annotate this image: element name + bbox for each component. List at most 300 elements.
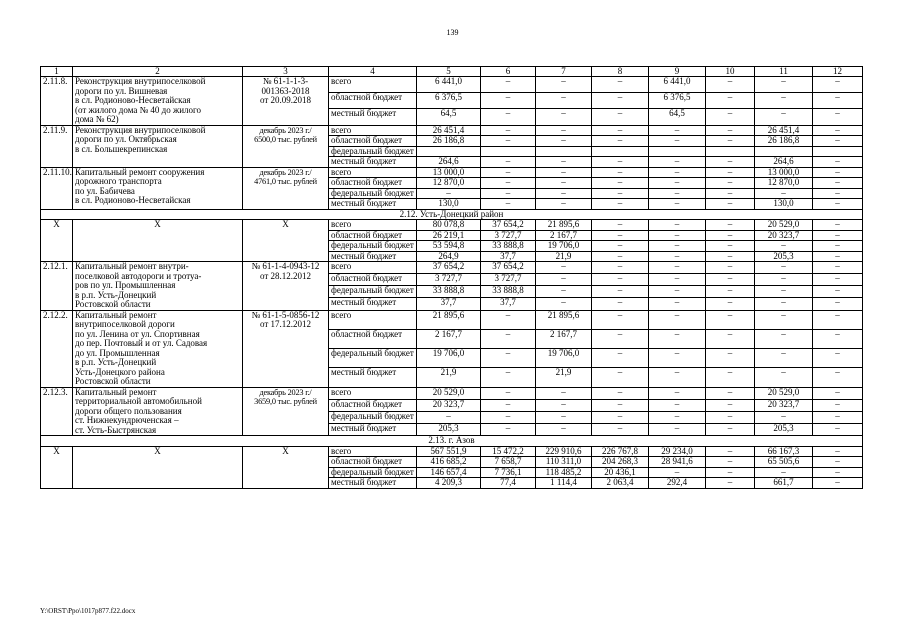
document-line: X <box>282 219 289 229</box>
description-line: внутрипоселковой дороги <box>75 319 175 329</box>
amount-cell: – <box>649 230 706 241</box>
amount-cell: 20 323,7 <box>755 230 813 241</box>
amount-cell: 3 727,7 <box>481 274 536 286</box>
amount-cell <box>649 146 706 157</box>
amount-cell: – <box>649 423 706 435</box>
funding-source: всего <box>329 446 417 457</box>
description-line: Ростовской области <box>75 299 151 309</box>
amount-cell: 110 311,0 <box>536 457 592 468</box>
amount-cell: – <box>536 77 592 93</box>
amount-cell: 21 895,6 <box>536 220 592 231</box>
document-line: от 20.09.2018 <box>259 95 312 105</box>
amount-cell: – <box>592 411 649 423</box>
funding-source: местный бюджет <box>329 423 417 435</box>
amount-cell: – <box>706 157 755 168</box>
amount-cell: 13 000,0 <box>417 167 481 178</box>
amount-cell: – <box>755 241 813 252</box>
amount-cell: – <box>706 109 755 125</box>
amount-cell: 2 063,4 <box>592 478 649 489</box>
amount-cell: 6 441,0 <box>649 77 706 93</box>
amount-cell: – <box>813 220 863 231</box>
amount-cell: – <box>755 310 813 329</box>
amount-cell: 2 167,7 <box>536 230 592 241</box>
amount-cell: – <box>755 188 813 199</box>
document-line: декабрь 2023 г./ <box>259 167 312 177</box>
amount-cell: 205,3 <box>417 423 481 435</box>
amount-cell <box>706 146 755 157</box>
funding-source: областной бюджет <box>329 399 417 411</box>
amount-cell: – <box>649 399 706 411</box>
funding-source: федеральный бюджет <box>329 411 417 423</box>
amount-cell <box>481 146 536 157</box>
table-row <box>41 310 863 329</box>
amount-cell: 7 736,1 <box>481 467 536 478</box>
funding-source: всего <box>329 125 417 136</box>
amount-cell: – <box>536 178 592 189</box>
amount-cell: 26 186,8 <box>755 136 813 147</box>
amount-cell: – <box>592 178 649 189</box>
amount-cell: 66 167,3 <box>755 446 813 457</box>
amount-cell: – <box>536 274 592 286</box>
description-line: в сл. Родионово-Несветайская <box>75 195 191 205</box>
amount-cell: – <box>592 220 649 231</box>
funding-source: областной бюджет <box>329 230 417 241</box>
table-row <box>41 125 863 136</box>
amount-cell: – <box>813 467 863 478</box>
column-number-row <box>41 67 863 77</box>
amount-cell: 7 658,7 <box>481 457 536 468</box>
amount-cell: – <box>481 399 536 411</box>
amount-cell: – <box>481 329 536 348</box>
amount-cell: 77,4 <box>481 478 536 489</box>
item-document <box>243 262 329 311</box>
amount-cell: – <box>755 77 813 93</box>
amount-cell: 20 323,7 <box>755 399 813 411</box>
description-line: до пер. Почтовый и от ул. Садовая <box>75 338 208 348</box>
amount-cell: – <box>813 286 863 298</box>
amount-cell: 20 323,7 <box>417 399 481 411</box>
amount-cell: 21,9 <box>417 368 481 387</box>
amount-cell: – <box>649 286 706 298</box>
description-line: ст. Усть-Быстрянская <box>75 424 157 435</box>
amount-cell: 37,7 <box>481 298 536 310</box>
item-code: X <box>41 220 73 262</box>
item-document <box>243 77 329 126</box>
description-line: Ростовской области <box>75 376 151 386</box>
column-number-header: 9 <box>649 67 706 77</box>
amount-cell: – <box>536 93 592 109</box>
amount-cell: – <box>706 387 755 399</box>
description-line: (от жилого дома № 40 до жилого <box>75 104 201 115</box>
column-number-header: 8 <box>592 67 649 77</box>
table-row <box>41 387 863 399</box>
amount-cell: – <box>813 77 863 93</box>
amount-cell: – <box>813 167 863 178</box>
amount-cell: – <box>706 286 755 298</box>
amount-cell: – <box>813 93 863 109</box>
item-description <box>73 77 243 126</box>
amount-cell: – <box>649 251 706 262</box>
amount-cell: – <box>706 199 755 210</box>
item-document <box>243 125 329 167</box>
amount-cell: – <box>755 262 813 274</box>
amount-cell: – <box>592 93 649 109</box>
amount-cell: – <box>813 387 863 399</box>
amount-cell: – <box>706 167 755 178</box>
amount-cell: 28 941,6 <box>649 457 706 468</box>
description-line: X <box>154 219 161 229</box>
amount-cell: – <box>755 349 813 368</box>
amount-cell: – <box>706 251 755 262</box>
document-line: X <box>282 446 289 456</box>
amount-cell: – <box>813 349 863 368</box>
amount-cell: 37 654,2 <box>417 262 481 274</box>
funding-source: всего <box>329 262 417 274</box>
amount-cell: – <box>813 274 863 286</box>
description-line: ст. Нижнекундрюченская – <box>75 415 179 425</box>
amount-cell: – <box>592 157 649 168</box>
funding-source: областной бюджет <box>329 274 417 286</box>
amount-cell: 3 727,7 <box>417 274 481 286</box>
amount-cell: 64,5 <box>417 109 481 125</box>
table-row <box>41 220 863 231</box>
amount-cell: – <box>649 188 706 199</box>
amount-cell: 4 209,3 <box>417 478 481 489</box>
amount-cell: – <box>813 136 863 147</box>
amount-cell: 33 888,8 <box>481 286 536 298</box>
amount-cell: – <box>649 329 706 348</box>
amount-cell: 26 186,8 <box>417 136 481 147</box>
amount-cell: – <box>755 286 813 298</box>
item-description <box>73 310 243 387</box>
amount-cell: 33 888,8 <box>417 286 481 298</box>
amount-cell: – <box>536 199 592 210</box>
amount-cell: – <box>706 329 755 348</box>
item-description <box>73 262 243 311</box>
amount-cell: 6 376,5 <box>417 93 481 109</box>
amount-cell: – <box>481 157 536 168</box>
column-number-header: 11 <box>755 67 813 77</box>
item-code: X <box>41 446 73 488</box>
column-number-header: 10 <box>706 67 755 77</box>
amount-cell: – <box>706 411 755 423</box>
amount-cell: – <box>592 310 649 329</box>
amount-cell: – <box>813 310 863 329</box>
amount-cell: – <box>813 399 863 411</box>
amount-cell: – <box>706 423 755 435</box>
item-document <box>243 310 329 387</box>
funding-source: всего <box>329 387 417 399</box>
item-code: 2.11.10. <box>41 167 73 209</box>
funding-source: местный бюджет <box>329 199 417 210</box>
description-line: X <box>154 446 161 456</box>
amount-cell: 6 376,5 <box>649 93 706 109</box>
file-path-footer: Y:\ORST\Ppo\1017p877.f22.docx <box>40 607 136 615</box>
amount-cell: 20 529,0 <box>755 220 813 231</box>
amount-cell: – <box>592 77 649 93</box>
amount-cell: – <box>481 93 536 109</box>
amount-cell: – <box>592 199 649 210</box>
amount-cell: – <box>706 136 755 147</box>
amount-cell: – <box>592 387 649 399</box>
item-code: 2.11.9. <box>41 125 73 167</box>
description-line: по ул. Ленина от ул. Спортивная <box>75 328 200 339</box>
section-row <box>41 209 863 220</box>
amount-cell: – <box>536 109 592 125</box>
amount-cell: – <box>706 298 755 310</box>
funding-source: местный бюджет <box>329 298 417 310</box>
amount-cell: – <box>706 399 755 411</box>
amount-cell: 80 078,8 <box>417 220 481 231</box>
amount-cell: – <box>755 298 813 310</box>
amount-cell: – <box>592 274 649 286</box>
amount-cell: 37 654,2 <box>481 262 536 274</box>
amount-cell: – <box>592 136 649 147</box>
amount-cell: 19 706,0 <box>417 349 481 368</box>
amount-cell: – <box>536 298 592 310</box>
column-number-header: 6 <box>481 67 536 77</box>
item-description <box>73 220 243 262</box>
amount-cell: – <box>706 241 755 252</box>
amount-cell: – <box>592 368 649 387</box>
amount-cell <box>755 146 813 157</box>
document-line: 001363-2018 <box>261 85 310 96</box>
amount-cell: 205,3 <box>755 423 813 435</box>
amount-cell: – <box>813 411 863 423</box>
amount-cell: – <box>536 399 592 411</box>
amount-cell: – <box>755 93 813 109</box>
amount-cell: 20 436,1 <box>592 467 649 478</box>
amount-cell: – <box>649 178 706 189</box>
amount-cell: – <box>592 167 649 178</box>
description-line: Реконструкция внутрипоселковой <box>75 76 206 86</box>
amount-cell: – <box>755 411 813 423</box>
item-document <box>243 167 329 209</box>
amount-cell: 416 685,2 <box>417 457 481 468</box>
amount-cell: 26 451,4 <box>755 125 813 136</box>
item-description <box>73 125 243 167</box>
amount-cell: – <box>592 298 649 310</box>
description-line: в сл. Родионово-Несветайская <box>75 95 191 105</box>
funding-source: местный бюджет <box>329 368 417 387</box>
item-code: 2.12.1. <box>41 262 73 311</box>
section-title: 2.13. г. Азов <box>41 436 863 447</box>
amount-cell: – <box>649 310 706 329</box>
amount-cell: 20 529,0 <box>755 387 813 399</box>
amount-cell: 19 706,0 <box>536 241 592 252</box>
amount-cell: – <box>649 241 706 252</box>
amount-cell: – <box>813 125 863 136</box>
amount-cell: – <box>706 310 755 329</box>
amount-cell: – <box>592 109 649 125</box>
description-line: в р.п. Усть-Донецкий <box>75 289 157 300</box>
funding-source: всего <box>329 167 417 178</box>
funding-source: федеральный бюджет <box>329 241 417 252</box>
amount-cell: – <box>481 188 536 199</box>
column-number-header: 4 <box>329 67 417 77</box>
description-line: Капитальный ремонт сооружения <box>75 167 205 177</box>
description-line: по ул. Бабичева <box>75 185 135 196</box>
amount-cell: – <box>592 329 649 348</box>
item-document <box>243 387 329 436</box>
document-line: 6500,0 тыс. рублей <box>254 135 317 144</box>
amount-cell: 53 594,8 <box>417 241 481 252</box>
funding-source: местный бюджет <box>329 251 417 262</box>
amount-cell: 19 706,0 <box>536 349 592 368</box>
amount-cell: 13 000,0 <box>755 167 813 178</box>
amount-cell: – <box>813 109 863 125</box>
amount-cell <box>536 146 592 157</box>
item-description <box>73 167 243 209</box>
document-line: № 61-1-5-0856-12 <box>251 310 320 320</box>
section-title: 2.12. Усть-Донецкий район <box>41 209 863 220</box>
amount-cell: – <box>481 167 536 178</box>
amount-cell: 292,4 <box>649 478 706 489</box>
funding-source: федеральный бюджет <box>329 188 417 199</box>
amount-cell: 130,0 <box>417 199 481 210</box>
amount-cell: – <box>706 446 755 457</box>
item-code: 2.12.2. <box>41 310 73 387</box>
amount-cell: – <box>813 446 863 457</box>
amount-cell: 567 551,9 <box>417 446 481 457</box>
amount-cell: – <box>649 136 706 147</box>
column-number-header: 12 <box>813 67 863 77</box>
amount-cell: – <box>592 262 649 274</box>
amount-cell: – <box>706 274 755 286</box>
description-line: Капитальный ремонт <box>75 387 157 397</box>
description-line: дороги по ул. Вишневая <box>75 85 168 96</box>
section-row <box>41 436 863 447</box>
funding-source: всего <box>329 77 417 93</box>
amount-cell: – <box>536 125 592 136</box>
amount-cell: 118 485,2 <box>536 467 592 478</box>
amount-cell: – <box>706 457 755 468</box>
amount-cell: – <box>649 411 706 423</box>
amount-cell: 2 167,7 <box>417 329 481 348</box>
amount-cell: – <box>481 310 536 329</box>
amount-cell: 26 451,4 <box>417 125 481 136</box>
funding-source: областной бюджет <box>329 178 417 189</box>
funding-source: местный бюджет <box>329 157 417 168</box>
amount-cell: – <box>813 251 863 262</box>
amount-cell: – <box>706 262 755 274</box>
amount-cell: 229 910,6 <box>536 446 592 457</box>
description-line: территориальной автомобильной <box>75 396 202 406</box>
amount-cell: – <box>706 230 755 241</box>
amount-cell: – <box>755 274 813 286</box>
document-line: декабрь 2023 г./ <box>259 387 312 397</box>
amount-cell: – <box>649 262 706 274</box>
amount-cell: – <box>481 349 536 368</box>
table-row <box>41 167 863 178</box>
funding-source: областной бюджет <box>329 329 417 348</box>
document-line: 4761,0 тыс. рублей <box>254 177 317 186</box>
amount-cell: – <box>592 349 649 368</box>
table-row <box>41 262 863 274</box>
description-line: Капитальный ремонт <box>75 310 157 320</box>
amount-cell: 15 472,2 <box>481 446 536 457</box>
amount-cell: – <box>813 423 863 435</box>
description-line: в сл. Большекрепинская <box>75 143 168 154</box>
amount-cell: 661,7 <box>755 478 813 489</box>
amount-cell: – <box>813 262 863 274</box>
amount-cell: – <box>417 411 481 423</box>
amount-cell: – <box>536 167 592 178</box>
description-line: Капитальный ремонт внутри- <box>75 261 189 271</box>
amount-cell: – <box>649 368 706 387</box>
amount-cell: – <box>592 188 649 199</box>
amount-cell: 29 234,0 <box>649 446 706 457</box>
amount-cell: 264,9 <box>417 251 481 262</box>
funding-source: областной бюджет <box>329 457 417 468</box>
item-document <box>243 446 329 488</box>
page-number: 139 <box>446 28 459 37</box>
amount-cell: – <box>706 77 755 93</box>
amount-cell: – <box>649 298 706 310</box>
amount-cell: 12 870,0 <box>417 178 481 189</box>
amount-cell: 33 888,8 <box>481 241 536 252</box>
description-line: в р.п. Усть-Донецкий <box>75 357 157 367</box>
funding-source: областной бюджет <box>329 93 417 109</box>
amount-cell: – <box>481 178 536 189</box>
document-line: № 61-1-1-3- <box>262 76 309 86</box>
amount-cell: – <box>706 368 755 387</box>
amount-cell: 6 441,0 <box>417 77 481 93</box>
amount-cell: – <box>592 286 649 298</box>
amount-cell: – <box>813 241 863 252</box>
column-number-header: 3 <box>243 67 329 77</box>
document-line: декабрь 2023 г./ <box>259 125 312 135</box>
amount-cell: – <box>706 188 755 199</box>
amount-cell: 1 114,4 <box>536 478 592 489</box>
amount-cell: 21,9 <box>536 368 592 387</box>
amount-cell: – <box>813 188 863 199</box>
amount-cell: – <box>481 423 536 435</box>
amount-cell: 37,7 <box>417 298 481 310</box>
amount-cell: – <box>649 274 706 286</box>
amount-cell: – <box>813 230 863 241</box>
amount-cell: – <box>706 178 755 189</box>
amount-cell: 3 727,7 <box>481 230 536 241</box>
amount-cell: – <box>536 262 592 274</box>
funding-source: всего <box>329 220 417 231</box>
amount-cell: – <box>592 423 649 435</box>
funding-source: федеральный бюджет <box>329 467 417 478</box>
amount-cell: – <box>481 136 536 147</box>
amount-cell: – <box>755 368 813 387</box>
amount-cell: 21 895,6 <box>536 310 592 329</box>
amount-cell: – <box>536 423 592 435</box>
funding-source: федеральный бюджет <box>329 349 417 368</box>
amount-cell: 37,7 <box>481 251 536 262</box>
funding-source: федеральный бюджет <box>329 286 417 298</box>
amount-cell: 21 895,6 <box>417 310 481 329</box>
document-line: № 61-1-4-0943-12 <box>251 261 320 271</box>
document-line: от 28.12.2012 <box>259 270 312 281</box>
amount-cell: – <box>592 251 649 262</box>
amount-cell: – <box>755 109 813 125</box>
amount-cell: – <box>706 125 755 136</box>
amount-cell: 37 654,2 <box>481 220 536 231</box>
budget-table <box>40 66 863 489</box>
amount-cell: 2 167,7 <box>536 329 592 348</box>
amount-cell: 264,6 <box>417 157 481 168</box>
funding-source: всего <box>329 310 417 329</box>
description-line: Усть-Донецкого района <box>75 366 165 377</box>
amount-cell: – <box>755 467 813 478</box>
amount-cell: – <box>813 199 863 210</box>
amount-cell: 146 657,4 <box>417 467 481 478</box>
